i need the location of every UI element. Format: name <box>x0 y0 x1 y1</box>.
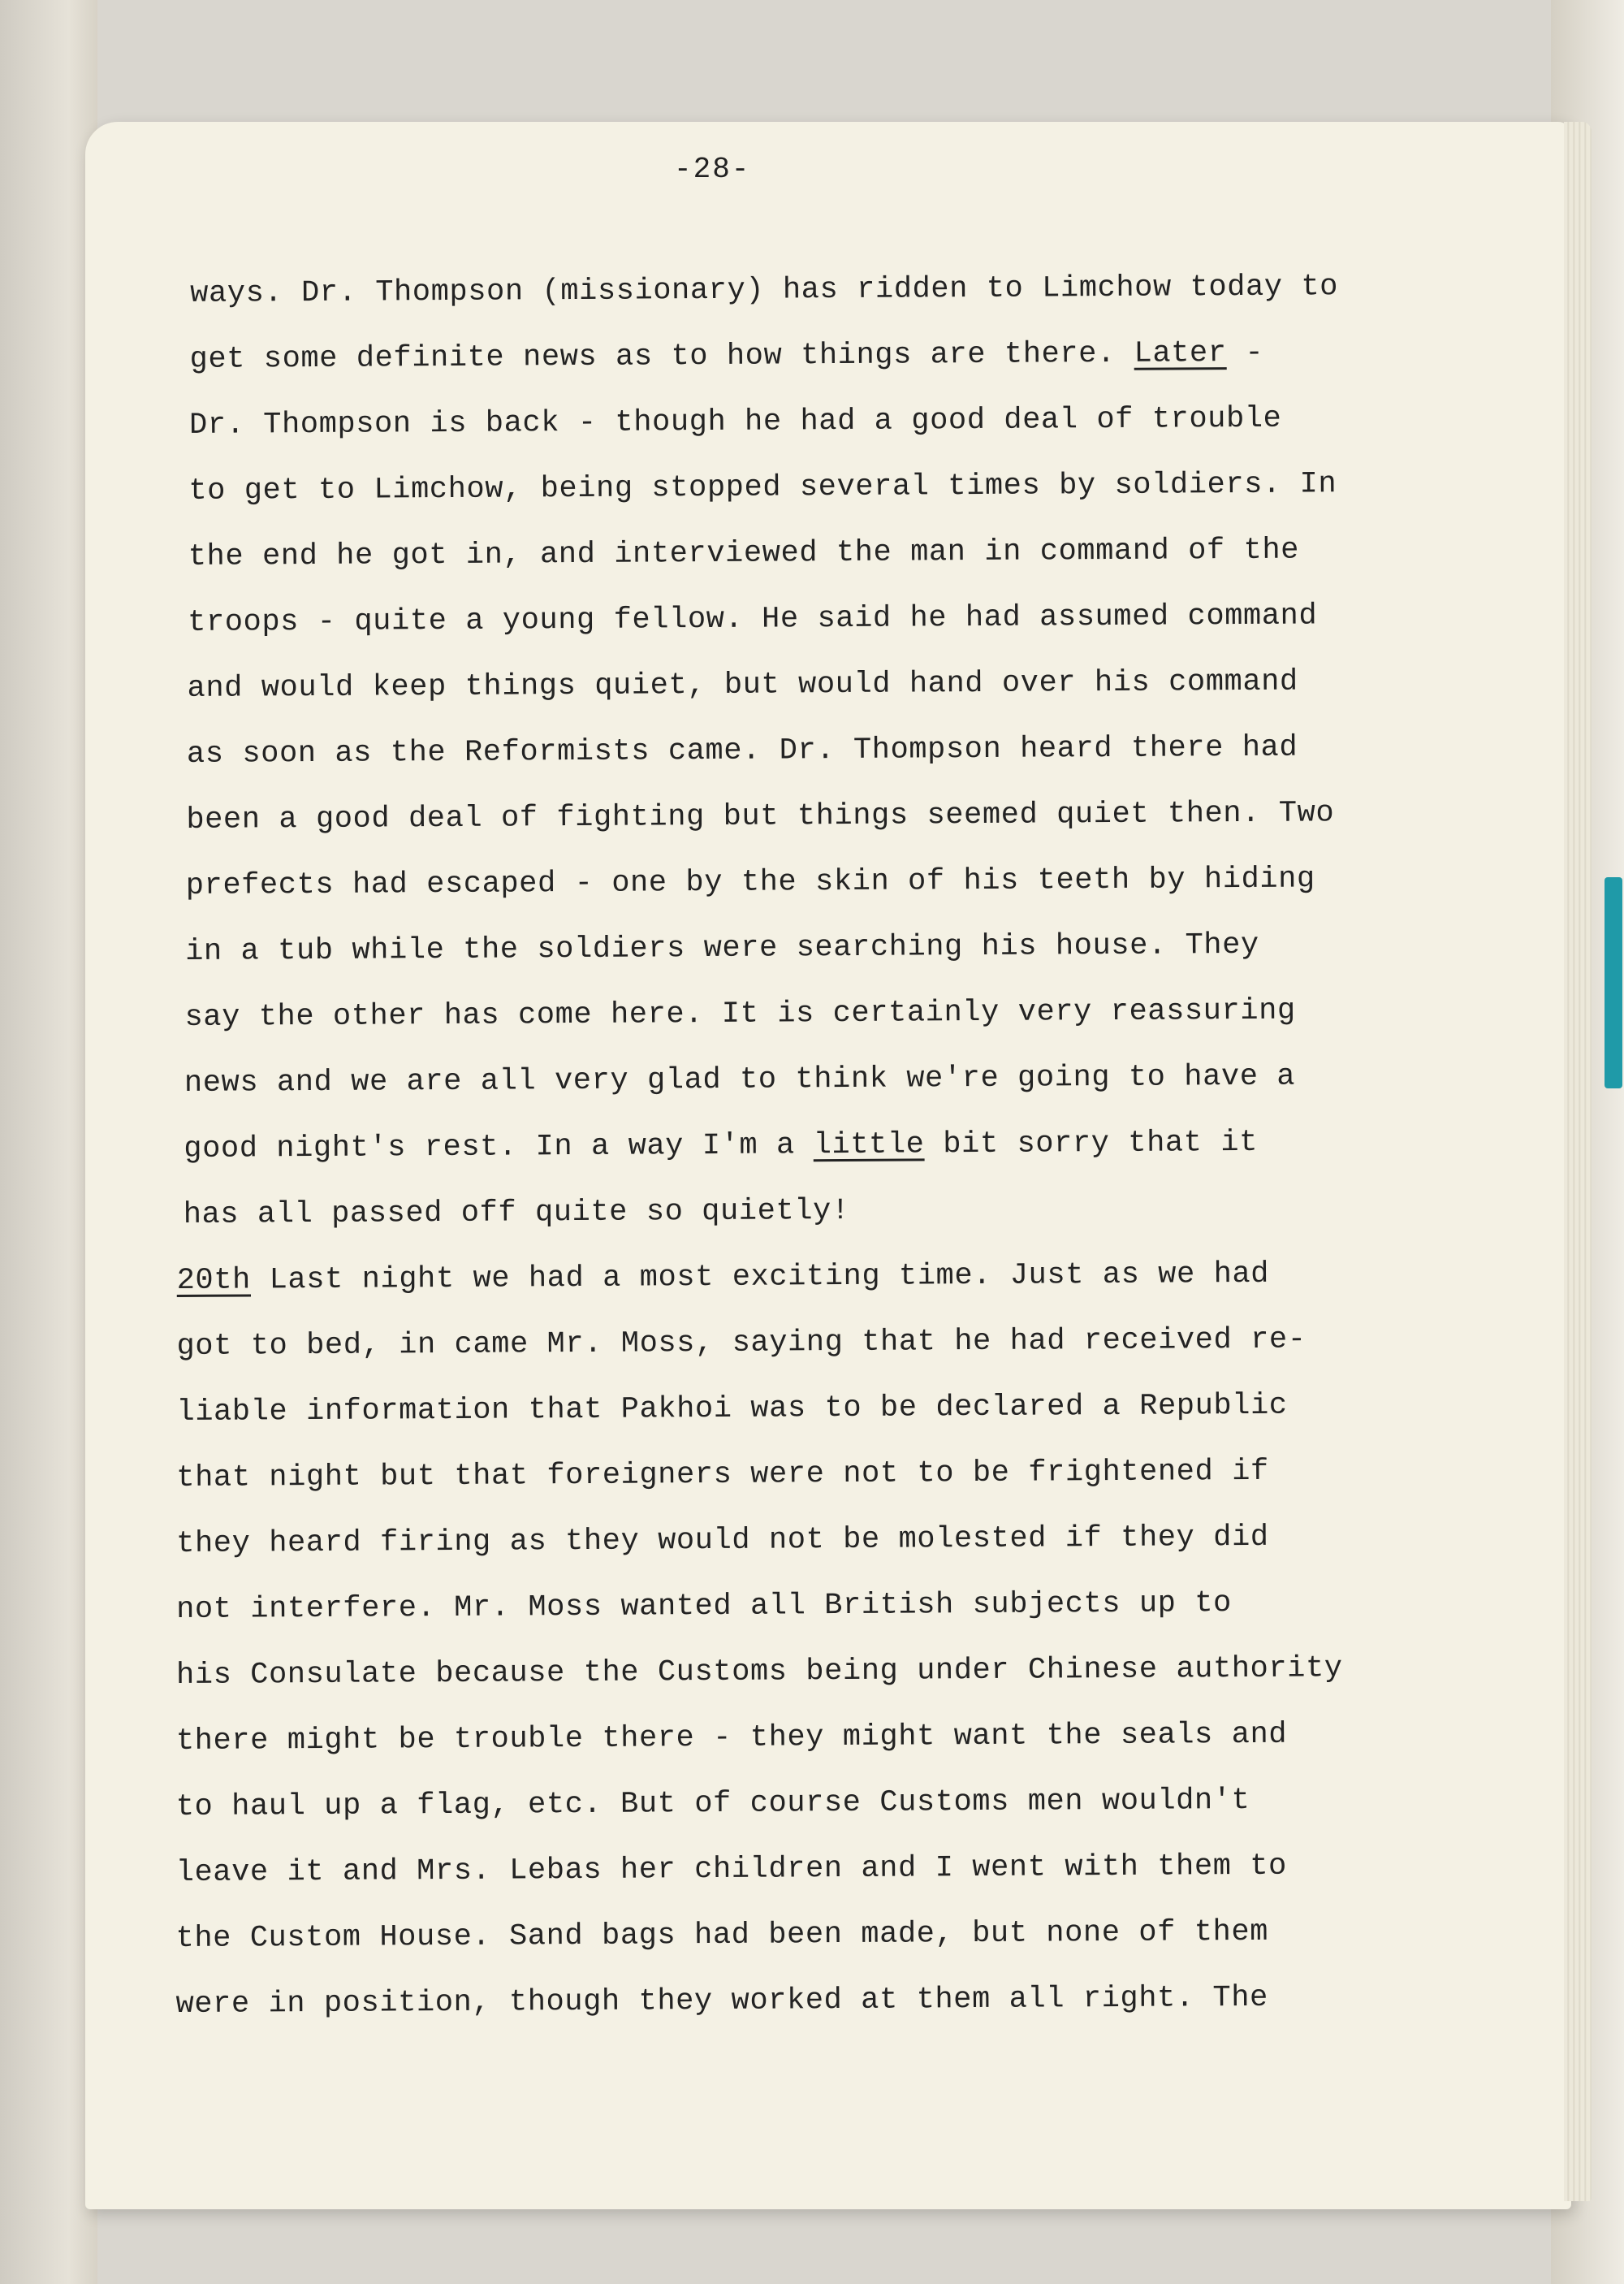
text-segment: that night but that foreigners were not to be frightened if <box>176 1454 1269 1496</box>
text-segment: bit sorry that it <box>924 1125 1259 1162</box>
text-line <box>176 1767 1421 1841</box>
text-segment: to get to Limchow, being stopped several times by soldiers. In <box>188 467 1337 508</box>
text-segment: liable information that Pakhoi was to be declared a Republic <box>176 1388 1288 1430</box>
bookmark-strip <box>1605 877 1622 1088</box>
text-line <box>186 781 1415 854</box>
text-segment: - <box>1226 335 1264 371</box>
underlined-text: little <box>813 1127 925 1163</box>
text-segment: Last night we had a most exciting time. Just as we had <box>250 1257 1270 1298</box>
text-line <box>184 978 1416 1051</box>
text-line <box>189 320 1412 393</box>
text-segment: and would keep things quiet, but would hand over his command <box>187 664 1298 706</box>
text-line <box>176 1373 1419 1446</box>
text-line <box>187 715 1415 788</box>
text-segment: troops - quite a young fellow. He said he had assumed command <box>188 599 1318 640</box>
text-line <box>184 1110 1417 1183</box>
text-segment: were in position, though they worked at them all right. The <box>175 1980 1269 2022</box>
text-segment: good night's rest. In a way I'm a <box>184 1128 814 1166</box>
page-number: -28- <box>674 153 751 186</box>
page-stack-edge <box>1564 122 1592 2201</box>
text-line <box>188 517 1414 590</box>
text-segment: as soon as the Reformists came. Dr. Thompson heard there had <box>186 730 1298 772</box>
text-segment: say the other has come here. It is certainly very reassuring <box>184 993 1296 1035</box>
text-line <box>187 649 1414 722</box>
text-segment: get some definite news as to how things are there. <box>189 336 1134 377</box>
text-line <box>176 1702 1421 1775</box>
text-line <box>185 912 1415 985</box>
text-line <box>176 1570 1419 1643</box>
text-line <box>176 1438 1419 1512</box>
text-segment: the Custom House. Sand bags had been made, but none of them <box>175 1914 1269 1957</box>
text-segment: has all passed off quite so quietly! <box>183 1193 850 1232</box>
text-segment: in a tub while the soldiers were searching his house. They <box>185 928 1259 969</box>
text-line <box>188 583 1414 656</box>
text-line <box>176 1504 1419 1577</box>
typed-text-body <box>177 254 1422 2038</box>
text-segment: not interfere. Mr. Moss wanted all British subjects up to <box>176 1586 1233 1628</box>
text-line <box>186 846 1415 919</box>
text-segment: his Consulate because the Customs being under Chinese authority <box>175 1651 1343 1694</box>
text-segment: prefects had escaped - one by the skin of his teeth by hiding <box>185 862 1315 903</box>
text-line <box>184 1175 1418 1248</box>
text-line <box>176 1241 1417 1314</box>
text-segment: Dr. Thompson is back - though he had a good deal of trouble <box>188 401 1282 443</box>
text-segment: been a good deal of fighting but things seemed quiet then. Two <box>186 796 1335 837</box>
text-line <box>190 254 1411 327</box>
left-page-edge <box>0 0 97 2284</box>
text-segment: leave it and Mrs. Lebas her children and I went with them to <box>175 1849 1288 1891</box>
text-segment: news and we are all very glad to think we're going to have a <box>184 1059 1296 1101</box>
underlined-text: 20th <box>176 1263 252 1299</box>
text-line <box>184 1044 1417 1117</box>
underlined-text: Later <box>1134 336 1227 371</box>
text-line <box>176 1307 1418 1380</box>
text-line <box>189 386 1413 459</box>
text-line <box>176 1636 1420 1709</box>
text-segment: ways. Dr. Thompson (missionary) has ridden to Limchow today to <box>190 270 1339 311</box>
text-line <box>175 1899 1421 1972</box>
text-line <box>175 1833 1421 1906</box>
text-segment: they heard firing as they would not be molested if they did <box>176 1520 1269 1562</box>
text-segment: there might be trouble there - they might want the seals and <box>175 1717 1288 1759</box>
text-segment: got to bed, in came Mr. Moss, saying that he had received re- <box>176 1322 1307 1365</box>
text-line <box>188 452 1413 525</box>
text-segment: the end he got in, and interviewed the man in command of the <box>188 533 1300 574</box>
text-segment: to haul up a flag, etc. But of course Customs men wouldn't <box>175 1783 1250 1825</box>
text-line <box>175 1965 1422 2038</box>
